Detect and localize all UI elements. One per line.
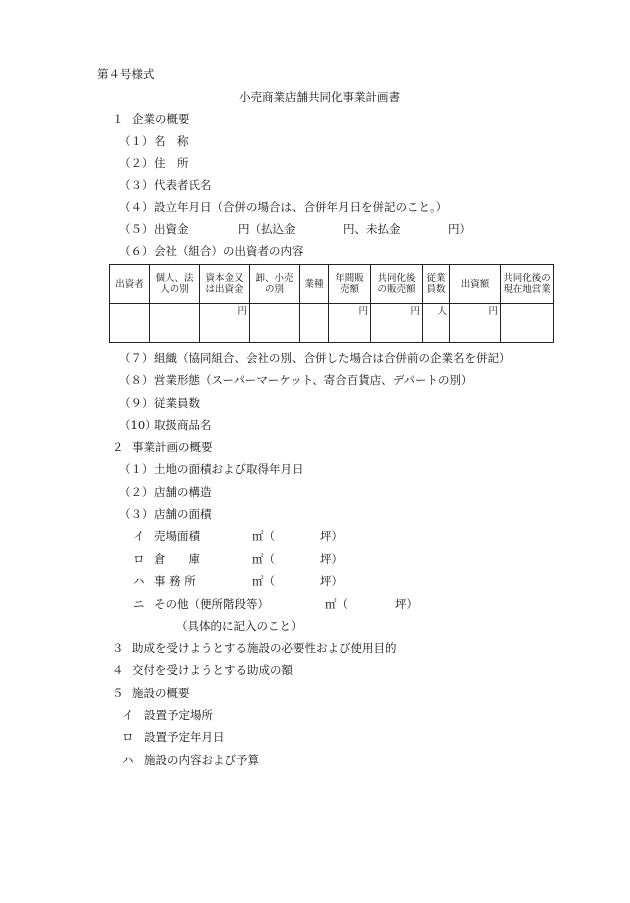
- table-header-row: [110, 265, 554, 304]
- section-number: １: [112, 112, 124, 126]
- header-cell: 資本金又は出資金: [200, 265, 250, 304]
- sub-item-marker: ニ: [133, 597, 145, 611]
- table-cell[interactable]: [300, 304, 329, 343]
- header-cell: 共同化後の現在地営業: [501, 265, 554, 304]
- section-number: ３: [112, 641, 124, 655]
- area-unit: ㎡（: [252, 529, 275, 543]
- capital-unpaid-label: 円、未払金: [343, 222, 401, 236]
- table-cell[interactable]: 円: [200, 304, 250, 343]
- table-cell[interactable]: 人: [423, 304, 450, 343]
- sub-item-text: 施設の内容および予算: [144, 753, 259, 767]
- item-text: 従業員数: [154, 396, 200, 410]
- sub-item-marker: イ: [133, 529, 145, 543]
- table-cell[interactable]: [150, 304, 200, 343]
- section-heading: 交付を受けようとする助成の額: [132, 663, 293, 677]
- sub-item-text: その他（便所階段等）: [154, 597, 269, 611]
- table-cell[interactable]: [110, 304, 150, 343]
- document-title: 小売商業店舗共同化事業計画書: [239, 90, 400, 104]
- tsubo-unit: 坪）: [320, 574, 343, 588]
- item-number: （２）: [119, 156, 154, 170]
- item-text: 土地の面積および取得年月日: [154, 462, 304, 476]
- item-number: （９）: [119, 396, 154, 410]
- item-text: 名 称: [154, 134, 189, 148]
- sub-item-marker: イ: [122, 708, 134, 722]
- area-unit: ㎡（: [252, 552, 275, 566]
- header-cell: 業種: [300, 265, 329, 304]
- item-text: 取扱商品名: [154, 418, 212, 432]
- item-text: 店舗の面積: [154, 507, 212, 521]
- header-cell: 出資者: [110, 265, 150, 304]
- sub-item-text: 設置予定場所: [144, 708, 213, 722]
- table-cell[interactable]: [501, 304, 554, 343]
- table-cell[interactable]: 円: [329, 304, 371, 343]
- section-heading: 企業の概要: [132, 112, 190, 126]
- sub-item-marker: ハ: [122, 753, 134, 767]
- section-number: ５: [112, 686, 124, 700]
- item-text: 出資金: [154, 222, 189, 236]
- item-number: （１）: [119, 462, 154, 476]
- header-cell: 共同化後の販売額: [371, 265, 423, 304]
- header-cell: 出資額: [450, 265, 501, 304]
- item-number: （１）: [119, 134, 154, 148]
- sub-item-marker: ロ: [133, 552, 145, 566]
- item-text: 組織（協同組合、会社の別、合併した場合は合併前の企業名を併記）: [154, 351, 511, 365]
- section-heading: 事業計画の概要: [132, 440, 213, 454]
- header-cell: 年間販売額: [329, 265, 371, 304]
- item-text: 店舗の構造: [154, 485, 212, 499]
- area-unit: ㎡（: [325, 597, 348, 611]
- sub-item-marker: ロ: [122, 730, 134, 744]
- sub-item-text: 事 務 所: [154, 574, 196, 588]
- section-number: ２: [112, 440, 124, 454]
- tsubo-unit: 坪）: [320, 529, 343, 543]
- item-number: （３）: [119, 507, 154, 521]
- item-number: （２）: [119, 485, 154, 499]
- table-cell[interactable]: [250, 304, 300, 343]
- sub-item-marker: ハ: [133, 574, 145, 588]
- header-cell: 個人、法人の別: [150, 265, 200, 304]
- tsubo-unit: 坪）: [320, 552, 343, 566]
- item-text: 会社（組合）の出資者の内容: [154, 244, 304, 258]
- item-text: 代表者氏名: [154, 178, 212, 192]
- section-heading: 助成を受けようとする施設の必要性および使用目的: [132, 641, 397, 655]
- sub-item-text: 売場面積: [154, 529, 200, 543]
- sub-item-text: 倉 庫: [154, 552, 200, 566]
- item-text: 住 所: [154, 156, 189, 170]
- capital-close-label: 円）: [448, 222, 471, 236]
- item-number: （10）: [119, 418, 157, 432]
- investor-table: [109, 264, 554, 343]
- capital-paid-label: 円（払込金: [238, 222, 296, 236]
- item-number: （３）: [119, 178, 154, 192]
- item-number: （５）: [119, 222, 154, 236]
- item-text: 営業形態（スーパーマーケット、寄合百貨店、デパートの別）: [154, 373, 473, 387]
- item-number: （６）: [119, 244, 154, 258]
- header-cell: 従業員数: [423, 265, 450, 304]
- table-cell[interactable]: 円: [371, 304, 423, 343]
- header-cell: 卸、小売の別: [250, 265, 300, 304]
- note-text: （具体的に記入のこと）: [176, 619, 303, 633]
- sub-item-text: 設置予定年月日: [144, 730, 225, 744]
- section-number: ４: [112, 663, 124, 677]
- item-number: （７）: [119, 351, 154, 365]
- table-cell[interactable]: 円: [450, 304, 501, 343]
- item-number: （８）: [119, 373, 154, 387]
- area-unit: ㎡（: [252, 574, 275, 588]
- item-text: 設立年月日（合併の場合は、合併年月日を併記のこと。）: [154, 200, 448, 214]
- tsubo-unit: 坪）: [395, 597, 418, 611]
- section-heading: 施設の概要: [132, 686, 190, 700]
- item-number: （４）: [119, 200, 154, 214]
- form-number: 第４号様式: [97, 67, 155, 81]
- table-row: [110, 304, 554, 343]
